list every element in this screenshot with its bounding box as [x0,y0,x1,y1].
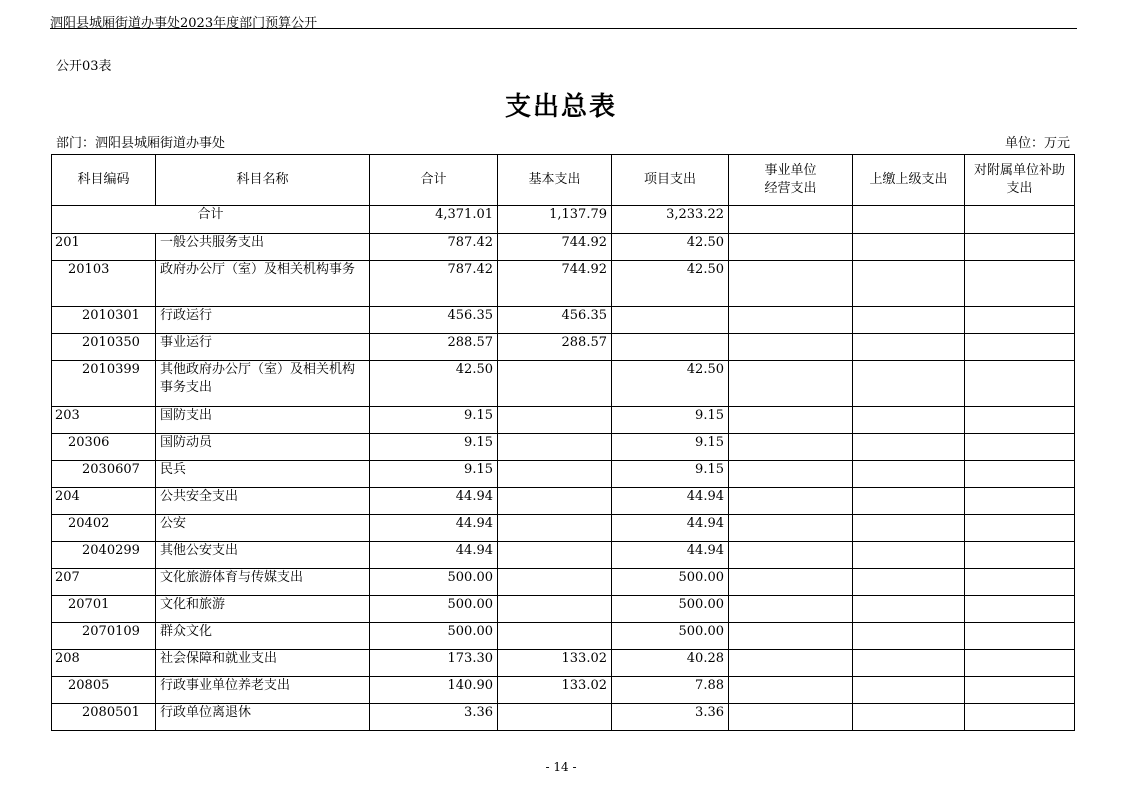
amount-enterprise [729,569,853,596]
subject-code: 20402 [52,515,156,542]
table-row [52,407,1075,434]
subject-code: 2030607 [52,461,156,488]
header-divider [50,28,1077,29]
total-basic: 1,137.79 [498,206,612,234]
amount-upper [853,361,965,407]
amount-basic [498,488,612,515]
amount-subsidy [965,361,1075,407]
amount-basic [498,542,612,569]
amount-upper [853,650,965,677]
amount-enterprise [729,677,853,704]
amount-total: 9.15 [370,407,498,434]
amount-project: 500.00 [612,596,729,623]
amount-subsidy [965,407,1075,434]
table-row [52,434,1075,461]
table-row [52,307,1075,334]
amount-enterprise [729,623,853,650]
amount-basic [498,461,612,488]
subject-name: 国防动员 [156,434,370,461]
amount-basic [498,515,612,542]
amount-total: 44.94 [370,488,498,515]
amount-project: 9.15 [612,434,729,461]
amount-project: 9.15 [612,407,729,434]
subject-name: 行政运行 [156,307,370,334]
amount-total: 787.42 [370,261,498,307]
amount-enterprise [729,434,853,461]
amount-enterprise [729,234,853,261]
amount-upper [853,596,965,623]
amount-project: 9.15 [612,461,729,488]
amount-project: 42.50 [612,261,729,307]
subject-name: 社会保障和就业支出 [156,650,370,677]
subject-name: 其他公安支出 [156,542,370,569]
amount-enterprise [729,261,853,307]
amount-subsidy [965,569,1075,596]
amount-total: 44.94 [370,515,498,542]
amount-enterprise [729,515,853,542]
amount-project: 42.50 [612,361,729,407]
subject-code: 207 [52,569,156,596]
subject-code: 2070109 [52,623,156,650]
table-row [52,569,1075,596]
subject-code: 20805 [52,677,156,704]
amount-subsidy [965,488,1075,515]
subject-name: 文化和旅游 [156,596,370,623]
subject-name: 一般公共服务支出 [156,234,370,261]
amount-basic: 456.35 [498,307,612,334]
col-header-project: 项目支出 [612,155,729,206]
document-header-title: 泗阳县城厢街道办事处2023年度部门预算公开 [50,16,318,31]
amount-total: 500.00 [370,623,498,650]
amount-upper [853,234,965,261]
amount-basic: 133.02 [498,650,612,677]
table-row [52,704,1075,731]
table-row [52,334,1075,361]
amount-subsidy [965,623,1075,650]
amount-project: 7.88 [612,677,729,704]
amount-upper [853,407,965,434]
amount-subsidy [965,261,1075,307]
amount-upper [853,334,965,361]
amount-subsidy [965,307,1075,334]
amount-project: 3.36 [612,704,729,731]
subject-name: 群众文化 [156,623,370,650]
amount-enterprise [729,650,853,677]
amount-basic: 744.92 [498,261,612,307]
amount-project: 500.00 [612,623,729,650]
amount-total: 173.30 [370,650,498,677]
col-header-upper: 上缴上级支出 [853,155,965,206]
amount-subsidy [965,596,1075,623]
subject-code: 2010350 [52,334,156,361]
amount-basic [498,361,612,407]
amount-project: 40.28 [612,650,729,677]
amount-upper [853,515,965,542]
subject-code: 2040299 [52,542,156,569]
subject-name: 文化旅游体育与传媒支出 [156,569,370,596]
amount-basic: 288.57 [498,334,612,361]
amount-upper [853,261,965,307]
amount-upper [853,461,965,488]
subject-name: 民兵 [156,461,370,488]
amount-total: 42.50 [370,361,498,407]
amount-basic: 744.92 [498,234,612,261]
amount-enterprise [729,307,853,334]
subject-name: 公共安全支出 [156,488,370,515]
subject-code: 2010301 [52,307,156,334]
amount-enterprise [729,488,853,515]
total-upper [853,206,965,234]
page-title: 支出总表 [504,92,617,122]
col-header-total: 合计 [370,155,498,206]
amount-total: 500.00 [370,596,498,623]
table-header-row [52,155,1075,206]
amount-total: 288.57 [370,334,498,361]
subject-code: 20701 [52,596,156,623]
table-row [52,677,1075,704]
amount-basic [498,596,612,623]
subject-code: 2010399 [52,361,156,407]
total-label: 合计 [52,206,370,234]
col-header-name: 科目名称 [156,155,370,206]
amount-basic [498,434,612,461]
page-number: - 14 - [545,760,577,774]
department-label: 部门：泗阳县城厢街道办事处 [56,136,226,151]
amount-upper [853,569,965,596]
total-row [52,206,1075,234]
table-row [52,515,1075,542]
total-amount: 4,371.01 [370,206,498,234]
amount-project: 44.94 [612,488,729,515]
total-enterprise [729,206,853,234]
col-header-enterprise: 事业单位经营支出 [729,155,853,206]
amount-project: 42.50 [612,234,729,261]
subject-name: 政府办公厅（室）及相关机构事务 [156,261,370,307]
amount-basic: 133.02 [498,677,612,704]
subject-name: 公安 [156,515,370,542]
amount-upper [853,434,965,461]
table-row [52,623,1075,650]
table-row [52,461,1075,488]
total-project: 3,233.22 [612,206,729,234]
subject-code: 201 [52,234,156,261]
amount-subsidy [965,542,1075,569]
col-header-basic: 基本支出 [498,155,612,206]
amount-total: 9.15 [370,434,498,461]
amount-enterprise [729,361,853,407]
amount-project: 500.00 [612,569,729,596]
amount-upper [853,488,965,515]
form-code: 公开03表 [56,59,112,74]
subject-name: 其他政府办公厅（室）及相关机构事务支出 [156,361,370,407]
table-row [52,542,1075,569]
amount-enterprise [729,596,853,623]
amount-basic [498,407,612,434]
amount-enterprise [729,407,853,434]
amount-upper [853,542,965,569]
amount-total: 787.42 [370,234,498,261]
amount-subsidy [965,515,1075,542]
amount-subsidy [965,677,1075,704]
amount-project: 44.94 [612,542,729,569]
amount-basic [498,704,612,731]
amount-enterprise [729,704,853,731]
subject-code: 208 [52,650,156,677]
subject-name: 国防支出 [156,407,370,434]
amount-subsidy [965,334,1075,361]
amount-enterprise [729,461,853,488]
col-header-subsidy: 对附属单位补助支出 [965,155,1075,206]
amount-basic [498,569,612,596]
amount-total: 500.00 [370,569,498,596]
amount-total: 9.15 [370,461,498,488]
amount-upper [853,623,965,650]
amount-total: 140.90 [370,677,498,704]
table-row [52,361,1075,407]
subject-code: 20103 [52,261,156,307]
expenditure-table [51,154,1075,731]
table-row [52,234,1075,261]
subject-code: 204 [52,488,156,515]
amount-upper [853,307,965,334]
amount-upper [853,677,965,704]
table-row [52,650,1075,677]
amount-basic [498,623,612,650]
table-row [52,488,1075,515]
total-subsidy [965,206,1075,234]
subject-name: 事业运行 [156,334,370,361]
amount-project [612,307,729,334]
amount-subsidy [965,704,1075,731]
unit-label: 单位：万元 [1004,136,1070,151]
amount-enterprise [729,334,853,361]
amount-total: 456.35 [370,307,498,334]
subject-code: 2080501 [52,704,156,731]
amount-subsidy [965,650,1075,677]
subject-code: 20306 [52,434,156,461]
amount-enterprise [729,542,853,569]
amount-project [612,334,729,361]
amount-subsidy [965,234,1075,261]
amount-upper [853,704,965,731]
subject-name: 行政单位离退休 [156,704,370,731]
amount-subsidy [965,461,1075,488]
amount-total: 44.94 [370,542,498,569]
amount-project: 44.94 [612,515,729,542]
amount-total: 3.36 [370,704,498,731]
subject-code: 203 [52,407,156,434]
table-row [52,596,1075,623]
table-row [52,261,1075,307]
amount-subsidy [965,434,1075,461]
col-header-code: 科目编码 [52,155,156,206]
subject-name: 行政事业单位养老支出 [156,677,370,704]
